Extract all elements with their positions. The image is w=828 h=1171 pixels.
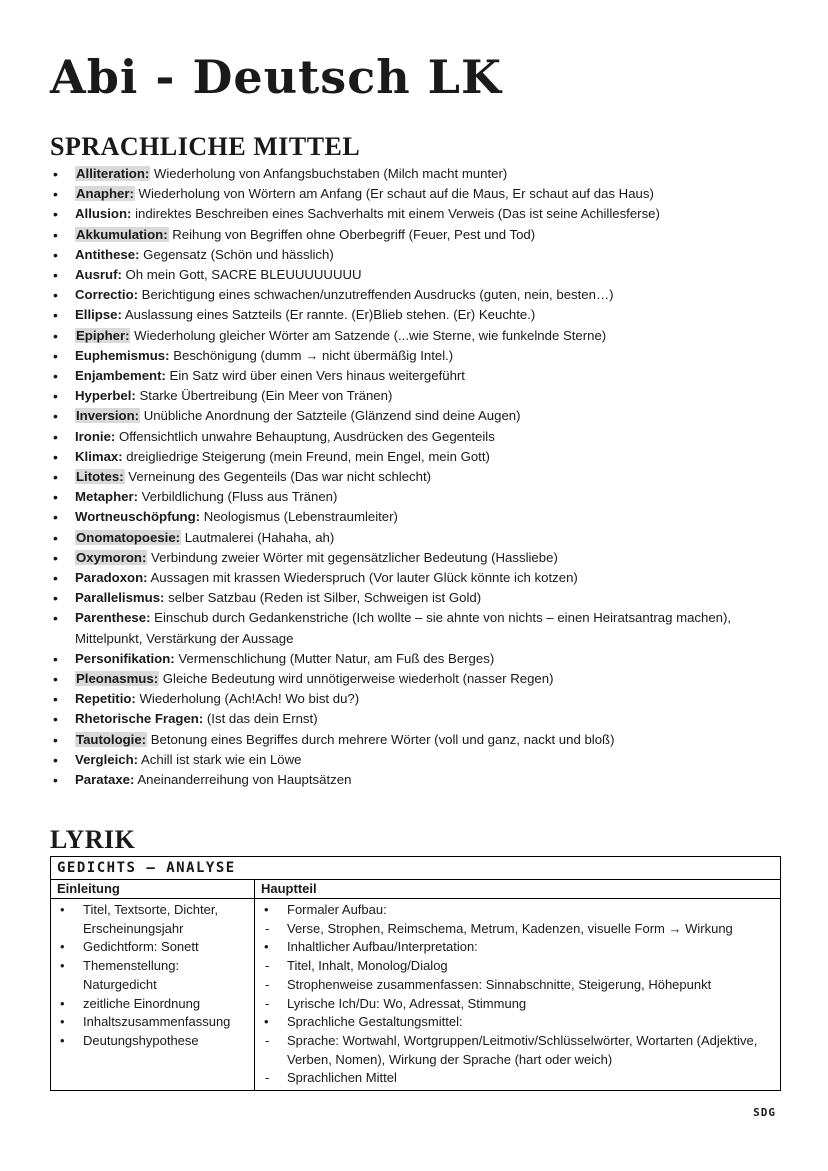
list-item: [50, 770, 790, 790]
list-item: [50, 164, 790, 184]
term-label: Allusion:: [75, 206, 132, 222]
term-label: Parataxe:: [75, 772, 135, 788]
term-definition: Wiederholung gleicher Wörter am Satzende (...wie Sterne, wie funkelnde Sterne): [130, 327, 607, 343]
term-definition: Beschönigung (dumm → nicht übermäßig Intel.): [169, 347, 454, 363]
term-definition: Offensichtlich unwahre Behauptung, Ausdrücken des Gegenteils: [115, 428, 495, 444]
hauptteil-list: [261, 899, 774, 1090]
term-definition: Verbindung zweier Wörter mit gegensätzlicher Bedeutung (Hassliebe): [147, 549, 558, 565]
term-definition: Wiederholung von Wörtern am Anfang (Er schaut auf die Maus, Er schaut auf das Haus): [134, 186, 654, 202]
list-item: [50, 528, 790, 548]
term-label: Antithese:: [75, 246, 140, 262]
term-definition: Achill ist stark wie ein Löwe: [138, 751, 302, 767]
term-label: Wortneuschöpfung:: [75, 509, 201, 525]
list-item: • Deutungshypothese: [57, 1032, 248, 1051]
term-label: Parenthese:: [75, 610, 151, 626]
section-heading-sprachliche-mittel: SPRACHLICHE MITTEL: [50, 132, 361, 161]
term-label: Metapher:: [75, 489, 139, 505]
einleitung-cell: [51, 899, 255, 1091]
list-item: [50, 548, 790, 568]
term-label: Parallelismus:: [75, 590, 165, 606]
term-label: Rhetorische Fragen:: [75, 711, 204, 727]
term-definition: (Ist das dein Ernst): [203, 711, 318, 727]
term-label: Enjambement:: [75, 368, 166, 384]
term-label: Ellipse:: [75, 307, 122, 323]
list-item: [50, 427, 790, 447]
term-label: Vergleich:: [75, 751, 139, 767]
term-definition: dreigliedrige Steigerung (mein Freund, mein Engel, mein Gott): [122, 448, 490, 464]
term-definition: Betonung eines Begriffes durch mehrere Wörter (voll und ganz, nackt und bloß): [147, 731, 615, 747]
term-definition: Vermenschlichung (Mutter Natur, am Fuß des Berges): [174, 650, 495, 666]
list-item: [50, 730, 790, 750]
list-item: [50, 285, 790, 305]
term-label: Tautologie:: [76, 731, 147, 747]
term-label: Pleonasmus:: [76, 671, 159, 687]
list-item: • zeitliche Einordnung: [57, 995, 248, 1014]
list-item: [50, 346, 790, 366]
list-item: - Sprache: Wortwahl, Wortgruppen/Leitmotiv/Schlüsselwörter, Wortarten (Adjektive, Verben, Nomen), Wirkung der Sprache (hart oder weich): [261, 1032, 774, 1069]
list-item: - Sprachlichen Mittel: [261, 1069, 774, 1088]
term-label: Akkumulation:: [76, 226, 168, 242]
term-label: Correctio:: [75, 287, 139, 303]
list-item: [50, 487, 790, 507]
column-header-einleitung: Einleitung: [51, 880, 255, 899]
list-item: [50, 447, 790, 467]
term-definition: indirektes Beschreiben eines Sachverhalts mit einem Verweis (Das ist seine Achillesferse): [131, 206, 660, 222]
term-definition: Verbildlichung (Fluss aus Tränen): [138, 489, 338, 505]
hauptteil-cell: [255, 899, 781, 1091]
list-item: [50, 467, 790, 487]
term-label: Litotes:: [76, 469, 124, 485]
term-label: Ausruf:: [75, 267, 122, 283]
list-item: - Titel, Inhalt, Monolog/Dialog: [261, 957, 774, 976]
term-definition: Starke Übertreibung (Ein Meer von Tränen): [135, 388, 393, 404]
term-definition: Verneinung des Gegenteils (Das war nicht schlecht): [124, 469, 432, 485]
term-definition: Wiederholung (Ach!Ach! Wo bist du?): [135, 691, 360, 707]
term-definition: Aneinanderreihung von Hauptsätzen: [134, 772, 352, 788]
term-label: Repetitio:: [75, 691, 136, 707]
term-label: Hyperbel:: [75, 388, 136, 404]
list-item: [50, 709, 790, 729]
term-definition: Einschub durch Gedankenstriche (Ich wollte – sie ahnte von nichts – einen Heiratsantrag machen), Mittelpunkt, Verstärkung der Aussage: [75, 610, 732, 646]
list-item: • Inhaltszusammenfassung: [57, 1013, 248, 1032]
list-item: • Inhaltlicher Aufbau/Interpretation:: [261, 938, 774, 957]
term-label: Oxymoron:: [76, 549, 147, 565]
list-item: [50, 204, 790, 224]
term-label: Onomatopoesie:: [76, 529, 181, 545]
list-item: [50, 386, 790, 406]
list-item: • Themenstellung: Naturgedicht: [57, 957, 248, 994]
term-definition: Oh mein Gott, SACRE BLEUUUUUUUU: [121, 267, 362, 283]
list-item: [50, 305, 790, 325]
term-label: Euphemismus:: [75, 347, 170, 363]
term-definition: selber Satzbau (Reden ist Silber, Schweigen ist Gold): [164, 590, 482, 606]
term-label: Epipher:: [76, 327, 130, 343]
term-definition: Unübliche Anordnung der Satzteile (Glänzend sind deine Augen): [140, 408, 521, 424]
footer-code: SDG: [753, 1106, 776, 1119]
list-item: [50, 669, 790, 689]
term-definition: Ein Satz wird über einen Vers hinaus weitergeführt: [165, 368, 465, 384]
list-item: • Formaler Aufbau:: [261, 901, 774, 920]
term-label: Personifikation:: [75, 650, 175, 666]
einleitung-list: [57, 899, 248, 1053]
term-definition: Aussagen mit krassen Wiederspruch (Vor lauter Glück könnte ich kotzen): [147, 570, 578, 586]
list-item: [50, 225, 790, 245]
list-item: [50, 406, 790, 426]
page-title: Abi - Deutsch LK: [50, 50, 502, 104]
list-item: [50, 568, 790, 588]
list-item: [50, 265, 790, 285]
term-definition: Berichtigung eines schwachen/unzutreffenden Ausdrucks (guten, nein, besten…): [138, 287, 614, 303]
term-definition: Auslassung eines Satzteils (Er rannte. (Er)Blieb stehen. (Er) Keuchte.): [121, 307, 536, 323]
list-item: • Gedichtform: Sonett: [57, 938, 248, 957]
list-item: - Strophenweise zusammenfassen: Sinnabschnitte, Steigerung, Höhepunkt: [261, 976, 774, 995]
list-item: - Lyrische Ich/Du: Wo, Adressat, Stimmung: [261, 995, 774, 1014]
list-item: [50, 588, 790, 608]
term-definition: Reihung von Begriffen ohne Oberbegriff (Feuer, Pest und Tod): [168, 226, 536, 242]
list-item: [50, 507, 790, 527]
list-item: • Titel, Textsorte, Dichter, Erscheinungsjahr: [57, 901, 248, 938]
term-label: Inversion:: [76, 408, 140, 424]
list-item: [50, 689, 790, 709]
list-item: [50, 750, 790, 770]
term-definition: Neologismus (Lebenstraumleiter): [200, 509, 398, 525]
gedichts-analyse-table: [50, 856, 781, 1091]
table-title: GEDICHTS – ANALYSE: [51, 857, 781, 880]
sprachliche-mittel-list: [50, 164, 790, 790]
list-item: [50, 649, 790, 669]
term-label: Alliteration:: [76, 166, 150, 181]
list-item: [50, 326, 790, 346]
term-label: Anapher:: [76, 186, 134, 202]
list-item: [50, 608, 790, 648]
term-definition: Gleiche Bedeutung wird unnötigerweise wiederholt (nasser Regen): [159, 671, 554, 687]
list-item: [50, 366, 790, 386]
term-label: Ironie:: [75, 428, 116, 444]
section-heading-lyrik: LYRIK: [50, 825, 136, 854]
list-item: [50, 245, 790, 265]
term-label: Paradoxon:: [75, 570, 148, 586]
list-item: [50, 184, 790, 204]
column-header-hauptteil: Hauptteil: [255, 880, 781, 899]
term-definition: Gegensatz (Schön und hässlich): [139, 246, 334, 262]
list-item: • Sprachliche Gestaltungsmittel:: [261, 1013, 774, 1032]
term-label: Klimax:: [75, 448, 123, 464]
term-definition: Wiederholung von Anfangsbuchstaben (Milch macht munter): [150, 166, 508, 181]
term-definition: Lautmalerei (Hahaha, ah): [181, 529, 335, 545]
list-item: - Verse, Strophen, Reimschema, Metrum, Kadenzen, visuelle Form → Wirkung: [261, 920, 774, 939]
